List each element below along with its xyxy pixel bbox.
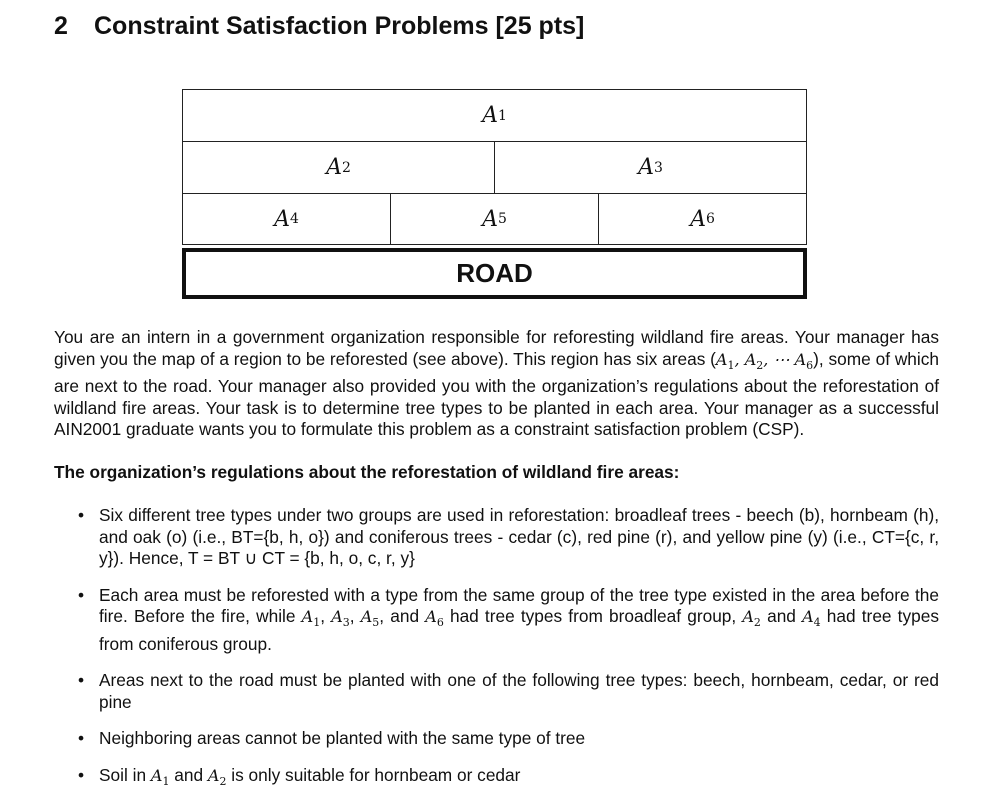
rule-tree-types: • Six different tree types under two groups are used in reforestation: broadleaf trees - beech (b), hornbeam (h), and oak (o) (i.e., BT={b, h, o}) and coniferous trees - cedar (c), red pine (r), and yellow pine (y) (i.e., CT={c, r, y}). Hence, T = BT ∪ CT = {b, h, o, c, r, y} (78, 505, 939, 568)
rule-road-areas: • Areas next to the road must be planted with one of the following tree types: beech, hornbeam, cedar, or red pine (78, 670, 939, 712)
area-a4: A 4 (274, 206, 299, 232)
regulations-list (78, 505, 939, 807)
section-number: 2 (54, 12, 68, 40)
region-map (182, 89, 807, 299)
map-row-1 (182, 89, 807, 141)
section-heading (54, 12, 584, 41)
rule-soil: • Soil in $A_1$ and $A_2$ is only suitable for hornbeam or cedar (78, 764, 521, 788)
section-title: Constraint Satisfaction Problems [25 pts] (94, 12, 585, 40)
road: ROAD (182, 248, 807, 299)
bullet-icon: • (78, 584, 85, 605)
bullet-icon: • (78, 728, 85, 749)
math-area-list: $A_1$, $A_2$, ⋯ $A_6$ (715, 349, 814, 372)
area-a5: A 5 (390, 194, 598, 244)
rule-neighbors: • Neighboring areas cannot be planted with the same type of tree (78, 728, 586, 749)
area-a6: A 6 (598, 194, 806, 244)
bullet-icon: • (78, 670, 85, 691)
intro-paragraph: You are an intern in a government organization responsible for reforesting wildland fire areas. Your manager has given you the map of a region to be reforested (see above). This region has six areas ($A_1$, $A_2$, ⋯ $A_6$), some of which are next to the road. Your manager also provided you with the organization’s regulations about the reforestation of wildland fire areas. Your task is to determine tree types to be planted in each area. Your manager as a successful AIN2001 graduate wants you to formulate this problem as a constraint satisfaction problem (CSP). (54, 327, 940, 440)
rule-same-group: • Each area must be reforested with a type from the same group of the tree type existed in the area before the fire. Before the fire, while $A_1$, $A_3$, $A_5$, and $A_6$ had tree types from broadleaf group, $A_2$ and $A_4$ had tree types from coniferous group. (78, 584, 939, 654)
map-row-2 (182, 141, 807, 193)
area-a1: A 1 (482, 103, 507, 128)
bullet-icon: • (78, 764, 85, 785)
map-row-3 (182, 193, 807, 245)
area-a2: A 2 (326, 155, 351, 180)
regulations-heading: The organization’s regulations about the reforestation of wildland fire areas: (54, 462, 680, 482)
area-a3: A 3 (494, 142, 806, 193)
bullet-icon: • (78, 505, 85, 525)
